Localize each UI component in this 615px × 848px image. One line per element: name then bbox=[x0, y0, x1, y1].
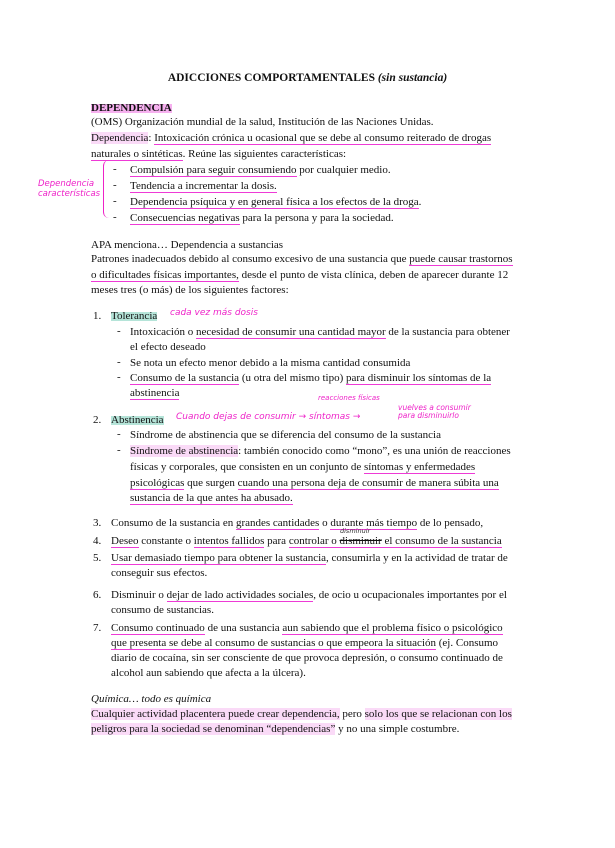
bullet-dash: - bbox=[117, 325, 121, 337]
bullet-dash: - bbox=[113, 211, 117, 223]
factor-abstinencia: Abstinencia bbox=[111, 414, 164, 426]
tolerancia-item: Consumo de la sustancia (u otra del mismo tipo) para disminuir los síntomas de la bbox=[130, 372, 492, 384]
handwritten-note-abstinencia: Cuando dejas de consumir → síntomas → bbox=[176, 412, 361, 422]
list-number: 5. bbox=[93, 552, 102, 564]
tolerancia-item-cont: abstinencia bbox=[130, 387, 180, 399]
oms-line: (OMS) Organización mundial de la salud, Institución de las Naciones Unidas. bbox=[91, 116, 434, 128]
list-number: 6. bbox=[93, 589, 102, 601]
definition-line-2: naturales o sintéticas. Reúne las siguientes características: bbox=[91, 148, 347, 160]
characteristic-item: Consecuencias negativas para la persona y para la sociedad. bbox=[130, 212, 394, 224]
factor-4: Deseo constante o intentos fallidos para controlar o disminuir el consumo de la sustancia bbox=[111, 535, 502, 547]
bullet-dash: - bbox=[113, 195, 117, 207]
handwritten-note-vuelves: vuelves a consumir para disminuirlo bbox=[398, 403, 471, 420]
factor-6: Disminuir o dejar de lado actividades sociales, de ocio u ocupacionales importantes por el bbox=[111, 589, 507, 601]
bullet-dash: - bbox=[117, 428, 121, 440]
apa-paragraph-line-3: meses tres (o más) de los siguientes factores: bbox=[91, 284, 289, 296]
characteristic-item: Dependencia psíquica y en general física a los efectos de la droga. bbox=[130, 196, 422, 208]
factor-7: Consumo continuado de una sustancia aun sabiendo que el problema físico o psicológico bbox=[111, 622, 503, 634]
bullet-dash: - bbox=[117, 356, 121, 368]
factor-tolerancia: Tolerancia bbox=[111, 310, 158, 322]
list-number: 1. bbox=[93, 310, 102, 322]
list-number: 3. bbox=[93, 517, 102, 529]
factor-7-cont: alcohol aun sabiendo que afecta a la úlcera). bbox=[111, 667, 306, 679]
list-number: 2. bbox=[93, 414, 102, 426]
tolerancia-item: Intoxicación o necesidad de consumir una cantidad mayor de la sustancia para obtener bbox=[130, 326, 510, 338]
handwritten-note-tolerancia: cada vez más dosis bbox=[170, 308, 258, 318]
handwritten-note-reacciones: reacciones físicas bbox=[318, 394, 380, 402]
characteristic-item: Tendencia a incrementar la dosis. bbox=[130, 180, 277, 192]
bullet-dash: - bbox=[117, 371, 121, 383]
abstinencia-item: Síndrome de abstinencia que se diferencia del consumo de la sustancia bbox=[130, 429, 441, 441]
bullet-dash: - bbox=[113, 163, 117, 175]
tolerancia-item-cont: el efecto deseado bbox=[130, 341, 206, 353]
definition-line-1: Dependencia: Intoxicación crónica u ocasional que se debe al consumo reiterado de drogas bbox=[91, 132, 492, 144]
apa-paragraph-line-2: o dificultades físicas importantes, desde el punto de vista clínica, deben de aparecer durante 12 bbox=[91, 269, 509, 281]
handwritten-correction: disminuir bbox=[340, 527, 371, 535]
bullet-dash: - bbox=[117, 444, 121, 456]
factor-7-cont: diario de cocaína, sin ser consciente de que provoca depresión, o consumo continuado de bbox=[111, 652, 503, 664]
handwritten-brace bbox=[103, 160, 112, 218]
bullet-dash: - bbox=[113, 179, 117, 191]
final-paragraph-line-2: peligros para la sociedad se denominan “dependencias” y no una simple costumbre. bbox=[91, 723, 460, 735]
abstinencia-item-cont: físicas y corporales, que consisten en un conjunto de síntomas y enfermedades bbox=[130, 461, 476, 473]
final-paragraph-line-1: Cualquier actividad placentera puede crear dependencia, pero solo los que se relacionan con los bbox=[91, 708, 512, 720]
list-number: 4. bbox=[93, 535, 102, 547]
factor-3: Consumo de la sustancia en grandes cantidades o durante más tiempo de lo pensado, bbox=[111, 517, 484, 529]
tolerancia-item: Se nota un efecto menor debido a la misma cantidad consumida bbox=[130, 357, 411, 369]
factor-7-cont: que presenta se debe al consumo de sustancias o que empeora la situación (ej. Consumo bbox=[111, 637, 499, 649]
list-number: 7. bbox=[93, 622, 102, 634]
apa-line: APA menciona… Dependencia a sustancias bbox=[91, 239, 284, 251]
factor-5: Usar demasiado tiempo para obtener la sustancia, consumirla y en la actividad de tratar de bbox=[111, 552, 508, 564]
apa-paragraph-line-1: Patrones inadecuados debido al consumo excesivo de una sustancia que puede causar trastornos bbox=[91, 253, 513, 265]
abstinencia-item-cont: psicológicas que surgen cuando una persona deja de consumir de manera súbita una bbox=[130, 477, 499, 489]
factor-5-cont: conseguir sus efectos. bbox=[111, 567, 208, 579]
handwritten-note-brace: Dependencia características bbox=[38, 179, 101, 199]
document-title: ADICCIONES COMPORTAMENTALES (sin sustancia) bbox=[167, 72, 448, 84]
characteristic-item: Compulsión para seguir consumiendo por cualquier medio. bbox=[130, 164, 391, 176]
section-heading: DEPENDENCIA bbox=[91, 102, 172, 114]
quimica-line: Química… todo es química bbox=[91, 693, 212, 705]
abstinencia-item: Síndrome de abstinencia: también conocido como “mono”, es una unión de reacciones bbox=[130, 445, 511, 457]
factor-6-cont: consumo de sustancias. bbox=[111, 604, 214, 616]
abstinencia-item-cont: sustancia de la que antes ha abusado. bbox=[130, 492, 293, 504]
